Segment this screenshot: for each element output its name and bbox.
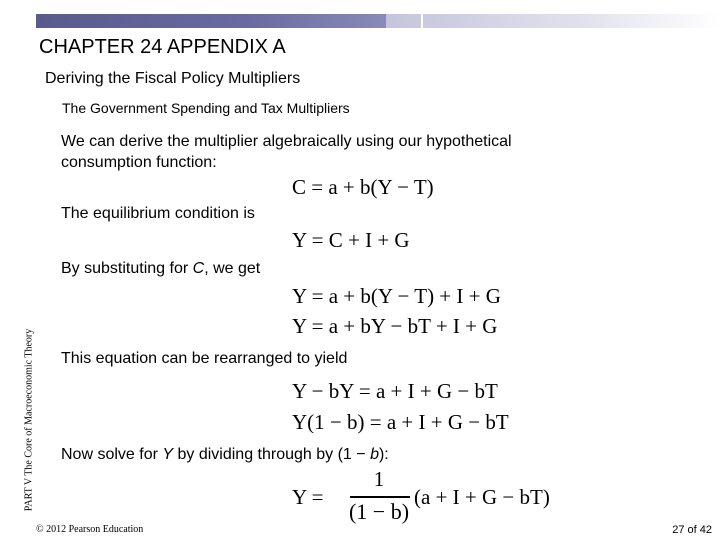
paragraph-5 [61,444,389,465]
page-number: 27 of 42 [672,524,712,536]
equation-factored: Y(1 − b) = a + I + G − bT [292,410,509,434]
fraction-denominator: (1 − b) [348,499,410,524]
paragraph-1 [61,131,512,173]
part-sidebar [24,323,34,516]
paragraph-5-post: ): [378,446,389,463]
header-bar-dark [36,14,386,28]
paragraph-3 [61,258,260,279]
paragraph-4: This equation can be rearranged to yield [61,350,348,367]
equation-consumption: C = a + b(Y − T) [292,175,434,199]
paragraph-3-post: , we get [204,260,261,277]
equation-substituted: Y = a + b(Y − T) + I + G [292,284,501,308]
paragraph-1-line-1: We can derive the multiplier algebraically using our hypothetical [61,133,512,150]
multiplier-fraction [346,467,412,533]
paragraph-3-var: C [192,260,205,277]
chapter-title: CHAPTER 24 APPENDIX A [39,36,286,58]
header-bar [36,14,720,28]
copyright: © 2012 Pearson Education [36,524,144,535]
equation-solved-lhs: Y = [292,485,324,509]
fraction-numerator: 1 [373,467,385,491]
paragraph-5-var: Y [162,446,174,463]
equation-expanded: Y = a + bY − bT + I + G [292,314,498,338]
paragraph-5-var2: b [370,446,379,463]
header-bar-divider [421,14,423,28]
section-heading: The Government Spending and Tax Multipliers [62,100,350,116]
equation-rearranged: Y − bY = a + I + G − bT [292,379,498,403]
fraction-bar [350,496,410,498]
paragraph-2: The equilibrium condition is [61,205,255,222]
equation-solved-rhs: (a + I + G − bT) [414,485,550,509]
paragraph-5-mid: by dividing through by (1 − [173,446,371,463]
header-bar-light [386,14,720,28]
part-sidebar-label: PART V The Core of Macroeconomic Theory [23,328,35,511]
slide-subtitle: Deriving the Fiscal Policy Multipliers [45,70,301,87]
equation-equilibrium: Y = C + I + G [292,228,410,252]
paragraph-3-pre: By substituting for [61,260,193,277]
paragraph-1-line-2: consumption function: [61,154,217,171]
paragraph-5-pre: Now solve for [61,446,163,463]
